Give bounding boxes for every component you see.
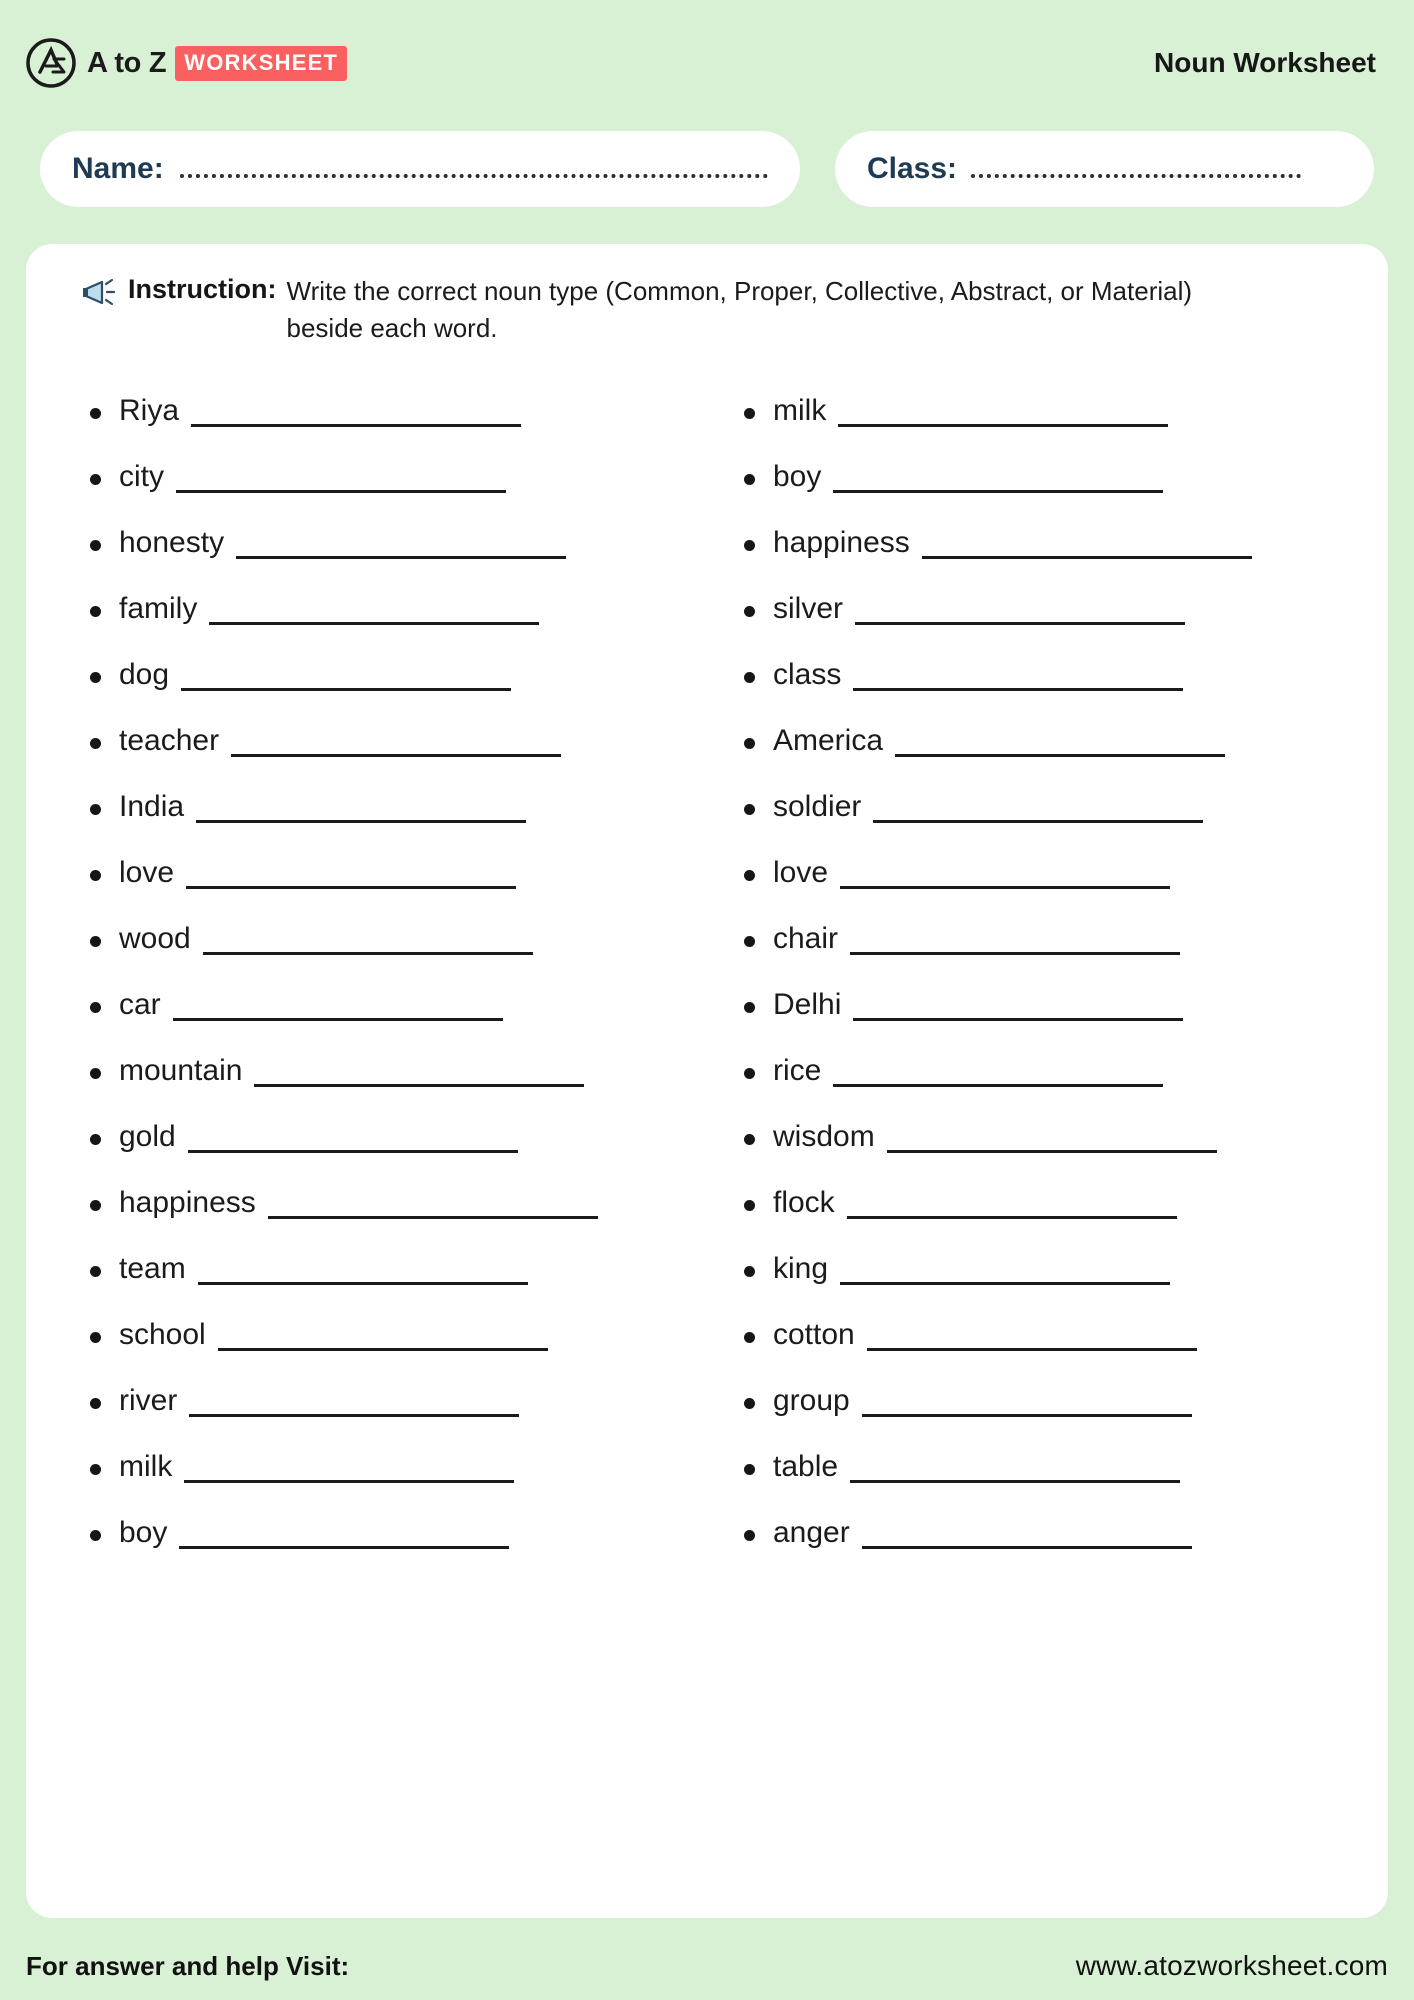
word-label: cotton: [773, 1317, 855, 1351]
list-item: [728, 1423, 1354, 1489]
answer-blank[interactable]: [847, 1216, 1177, 1219]
bullet-icon: [90, 1200, 101, 1211]
word-label: honesty: [119, 525, 225, 559]
word-label: chair: [773, 921, 839, 955]
word-list-right: [728, 367, 1354, 1555]
word-label: boy: [119, 1515, 168, 1549]
list-item: [74, 499, 700, 565]
list-item: [728, 1159, 1354, 1225]
bullet-icon: [90, 1134, 101, 1145]
list-item: [728, 763, 1354, 829]
answer-blank[interactable]: [209, 622, 539, 625]
bullet-icon: [744, 738, 755, 749]
word-label: dog: [119, 657, 170, 691]
list-item: [74, 631, 700, 697]
bullet-icon: [90, 804, 101, 815]
list-item: [728, 1027, 1354, 1093]
instruction-block: [60, 272, 1354, 347]
answer-blank[interactable]: [189, 1414, 519, 1417]
list-item: [74, 367, 700, 433]
list-item: [728, 1093, 1354, 1159]
bullet-icon: [744, 936, 755, 947]
answer-blank[interactable]: [873, 820, 1203, 823]
list-item: [74, 763, 700, 829]
bullet-icon: [90, 1530, 101, 1541]
class-label: Class:: [867, 152, 958, 185]
class-input[interactable]: [971, 158, 1301, 178]
word-label: wisdom: [773, 1119, 875, 1153]
answer-blank[interactable]: [184, 1480, 514, 1483]
worksheet-body-card: [26, 244, 1388, 1918]
word-label: gold: [119, 1119, 176, 1153]
answer-blank[interactable]: [867, 1348, 1197, 1351]
instruction-text: Write the correct noun type (Common, Proper, Collective, Abstract, or Material) beside each word.: [286, 276, 1193, 343]
list-item: [74, 565, 700, 631]
answer-blank[interactable]: [833, 490, 1163, 493]
answer-blank[interactable]: [862, 1546, 1192, 1549]
bullet-icon: [744, 804, 755, 815]
bullet-icon: [90, 1266, 101, 1277]
answer-blank[interactable]: [173, 1018, 503, 1021]
list-item: [728, 1357, 1354, 1423]
answer-blank[interactable]: [179, 1546, 509, 1549]
bullet-icon: [744, 1530, 755, 1541]
list-item: [728, 1489, 1354, 1555]
page-header: [26, 30, 1388, 96]
page-footer: [26, 1950, 1388, 1982]
footer-website-link[interactable]: www.atozworksheet.com: [1075, 1950, 1388, 1981]
bullet-icon: [744, 1398, 755, 1409]
word-column-left: [74, 367, 700, 1555]
name-field-container[interactable]: [40, 131, 800, 207]
word-label: rice: [773, 1053, 822, 1087]
answer-blank[interactable]: [203, 952, 533, 955]
list-item: [728, 829, 1354, 895]
list-item: [728, 961, 1354, 1027]
list-item: [74, 829, 700, 895]
bullet-icon: [90, 1332, 101, 1343]
answer-blank[interactable]: [922, 556, 1252, 559]
answer-blank[interactable]: [254, 1084, 584, 1087]
list-item: [74, 1159, 700, 1225]
answer-blank[interactable]: [236, 556, 566, 559]
word-label: Riya: [119, 393, 180, 427]
list-item: [728, 1225, 1354, 1291]
bullet-icon: [90, 1398, 101, 1409]
bullet-icon: [744, 474, 755, 485]
list-item: [728, 895, 1354, 961]
brand-text: [87, 46, 347, 81]
bullet-icon: [744, 1068, 755, 1079]
word-label: happiness: [773, 525, 910, 559]
answer-blank[interactable]: [176, 490, 506, 493]
list-item: [74, 433, 700, 499]
word-label: family: [119, 591, 198, 625]
answer-blank[interactable]: [850, 1480, 1180, 1483]
bullet-icon: [744, 672, 755, 683]
word-label: class: [773, 657, 842, 691]
bullet-icon: [744, 408, 755, 419]
bullet-icon: [744, 870, 755, 881]
list-item: [728, 499, 1354, 565]
answer-blank[interactable]: [268, 1216, 598, 1219]
word-label: mountain: [119, 1053, 243, 1087]
bullet-icon: [744, 540, 755, 551]
word-label: team: [119, 1251, 186, 1285]
answer-blank[interactable]: [840, 1282, 1170, 1285]
answer-blank[interactable]: [850, 952, 1180, 955]
list-item: [728, 367, 1354, 433]
answer-blank[interactable]: [231, 754, 561, 757]
word-label: Delhi: [773, 987, 842, 1021]
word-label: city: [119, 459, 164, 493]
word-label: milk: [119, 1449, 173, 1483]
word-label: car: [119, 987, 161, 1021]
bullet-icon: [90, 540, 101, 551]
answer-blank[interactable]: [840, 886, 1170, 889]
word-label: flock: [773, 1185, 835, 1219]
bullet-icon: [90, 474, 101, 485]
list-item: [74, 1027, 700, 1093]
bullet-icon: [90, 1002, 101, 1013]
list-item: [74, 1291, 700, 1357]
answer-blank[interactable]: [186, 886, 516, 889]
brand: [26, 38, 347, 88]
bullet-icon: [744, 1464, 755, 1475]
bullet-icon: [90, 1068, 101, 1079]
brand-badge: WORKSHEET: [175, 46, 347, 81]
name-input[interactable]: [180, 158, 768, 178]
answer-blank[interactable]: [218, 1348, 548, 1351]
word-list-left: [74, 367, 700, 1555]
word-label: boy: [773, 459, 822, 493]
list-item: [74, 1225, 700, 1291]
answer-blank[interactable]: [196, 820, 526, 823]
bullet-icon: [90, 408, 101, 419]
list-item: [74, 1423, 700, 1489]
list-item: [728, 1291, 1354, 1357]
bullet-icon: [744, 606, 755, 617]
word-label: soldier: [773, 789, 862, 823]
brand-name: A to Z: [87, 46, 167, 79]
footer-help-text: For answer and help Visit:: [26, 1950, 350, 1981]
word-label: silver: [773, 591, 844, 625]
page-title: Noun Worksheet: [1154, 47, 1376, 78]
answer-blank[interactable]: [895, 754, 1225, 757]
word-label: milk: [773, 393, 827, 427]
bullet-icon: [90, 738, 101, 749]
bullet-icon: [90, 606, 101, 617]
bullet-icon: [744, 1266, 755, 1277]
answer-blank[interactable]: [887, 1150, 1217, 1153]
word-label: group: [773, 1383, 850, 1417]
instruction-label: Instruction:: [128, 274, 277, 304]
word-label: America: [773, 723, 884, 757]
word-column-right: [700, 367, 1354, 1555]
word-label: love: [773, 855, 829, 889]
student-info-row: [40, 131, 1374, 207]
answer-blank[interactable]: [853, 688, 1183, 691]
list-item: [728, 631, 1354, 697]
bullet-icon: [744, 1002, 755, 1013]
list-item: [728, 565, 1354, 631]
bullet-icon: [90, 870, 101, 881]
answer-blank[interactable]: [833, 1084, 1163, 1087]
bullet-icon: [90, 672, 101, 683]
word-label: love: [119, 855, 175, 889]
answer-blank[interactable]: [855, 622, 1185, 625]
answer-blank[interactable]: [838, 424, 1168, 427]
word-label: India: [119, 789, 185, 823]
answer-blank[interactable]: [188, 1150, 518, 1153]
bullet-icon: [90, 1464, 101, 1475]
list-item: [728, 433, 1354, 499]
list-item: [74, 1093, 700, 1159]
name-label: Name:: [72, 152, 164, 185]
word-label: table: [773, 1449, 839, 1483]
word-label: anger: [773, 1515, 850, 1549]
list-item: [74, 697, 700, 763]
word-columns: [60, 367, 1354, 1555]
word-label: school: [119, 1317, 206, 1351]
word-label: teacher: [119, 723, 220, 757]
answer-blank[interactable]: [853, 1018, 1183, 1021]
megaphone-icon: [82, 276, 118, 310]
bullet-icon: [90, 936, 101, 947]
word-label: river: [119, 1383, 178, 1417]
list-item: [74, 1489, 700, 1555]
word-label: king: [773, 1251, 829, 1285]
answer-blank[interactable]: [181, 688, 511, 691]
a-to-z-circle-logo-icon: [26, 38, 76, 88]
list-item: [74, 1357, 700, 1423]
list-item: [74, 895, 700, 961]
list-item: [728, 697, 1354, 763]
answer-blank[interactable]: [862, 1414, 1192, 1417]
answer-blank[interactable]: [191, 424, 521, 427]
class-field-container[interactable]: [835, 131, 1374, 207]
list-item: [74, 961, 700, 1027]
bullet-icon: [744, 1200, 755, 1211]
bullet-icon: [744, 1134, 755, 1145]
word-label: wood: [119, 921, 191, 955]
word-label: happiness: [119, 1185, 256, 1219]
answer-blank[interactable]: [198, 1282, 528, 1285]
bullet-icon: [744, 1332, 755, 1343]
